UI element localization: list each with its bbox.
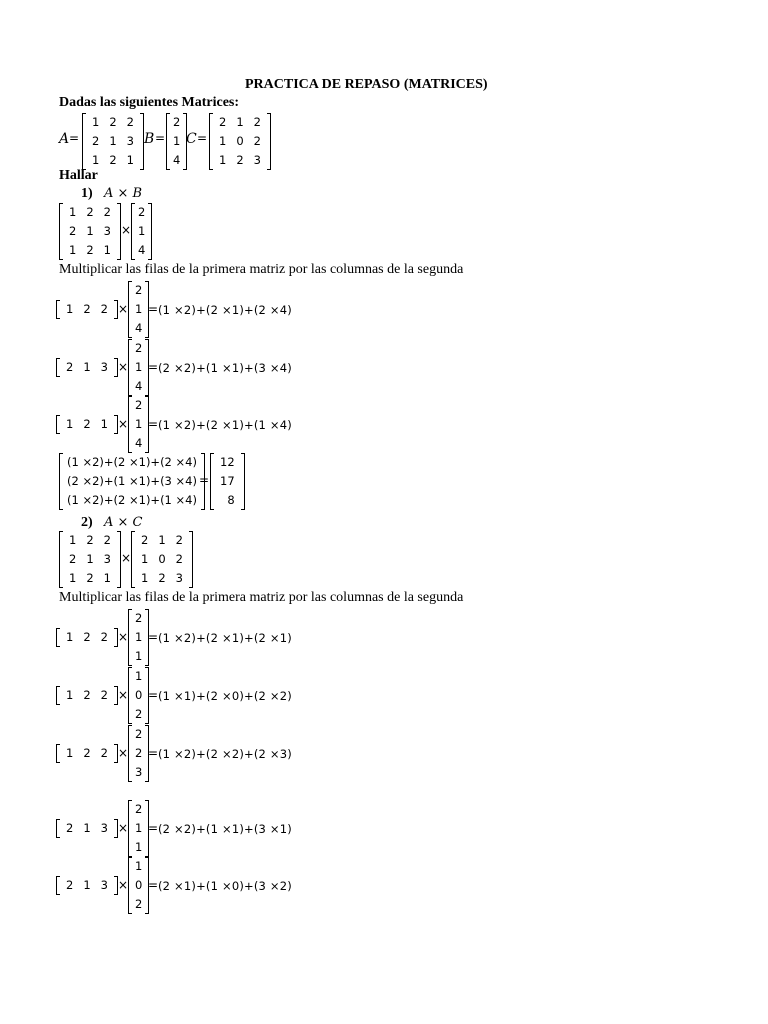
expression: (2 ×2)+(1 ×1)+(3 ×4) bbox=[67, 474, 197, 488]
row-vector bbox=[56, 415, 118, 434]
problem-expression: A × C bbox=[104, 515, 143, 530]
matrix-cell: 2 bbox=[83, 302, 91, 316]
matrix-a bbox=[82, 113, 144, 170]
matrix-cell: 2 bbox=[175, 533, 183, 547]
matrix-cell: 1 bbox=[83, 360, 91, 374]
matrix-cell: 1 bbox=[138, 224, 146, 238]
result-value: 17 bbox=[220, 474, 235, 488]
column-vector bbox=[128, 339, 149, 396]
result-value: 8 bbox=[227, 493, 235, 507]
page-title: PRACTICA DE REPASO (MATRICES) bbox=[245, 77, 488, 92]
column-vector bbox=[128, 609, 149, 666]
matrix-cell: 2 bbox=[100, 746, 108, 760]
matrix-cell: 4 bbox=[138, 243, 146, 257]
matrix-cell: 2 bbox=[158, 571, 166, 585]
cell: 1 bbox=[219, 134, 227, 148]
matrix-cell: 2 bbox=[135, 283, 143, 297]
matrix-cell: 0 bbox=[158, 552, 166, 566]
cell: 2 bbox=[253, 115, 261, 129]
step-result: (1 ×1)+(2 ×0)+(2 ×2) bbox=[158, 689, 292, 703]
matrix-cell: 3 bbox=[135, 765, 143, 779]
cell: 2 bbox=[92, 134, 100, 148]
matrix-cell: 2 bbox=[69, 552, 77, 566]
step-result: (1 ×2)+(2 ×1)+(1 ×4) bbox=[158, 418, 292, 432]
matrix-cell: 1 bbox=[135, 821, 143, 835]
matrix-cell: 2 bbox=[66, 821, 74, 835]
cell: 0 bbox=[236, 134, 244, 148]
cell: 1 bbox=[219, 153, 227, 167]
matrix-cell: 4 bbox=[135, 436, 143, 450]
equals-sign: = bbox=[148, 746, 159, 760]
matrix-cell: 4 bbox=[135, 379, 143, 393]
matrix-cell: 1 bbox=[135, 859, 143, 873]
matrix-cell: 4 bbox=[135, 321, 143, 335]
matrix-b-copy bbox=[131, 203, 152, 260]
matrix-cell: 1 bbox=[83, 878, 91, 892]
result-value: 12 bbox=[220, 455, 235, 469]
cell: 1 bbox=[126, 153, 134, 167]
matrix-b bbox=[166, 113, 187, 170]
matrix-cell: 2 bbox=[86, 205, 94, 219]
matrix-cell: 3 bbox=[100, 821, 108, 835]
row-vector bbox=[56, 628, 118, 647]
label-b: B bbox=[144, 131, 155, 147]
times-sign: × bbox=[118, 688, 129, 702]
matrix-cell: 1 bbox=[66, 630, 74, 644]
matrix-cell: 3 bbox=[103, 552, 111, 566]
step-result: (2 ×2)+(1 ×1)+(3 ×1) bbox=[158, 822, 292, 836]
matrix-cell: 2 bbox=[86, 533, 94, 547]
column-vector bbox=[128, 396, 149, 453]
matrix-cell: 2 bbox=[135, 611, 143, 625]
cell: 1 bbox=[173, 134, 181, 148]
section-heading: Hallar bbox=[59, 168, 98, 183]
matrix-cell: 1 bbox=[69, 205, 77, 219]
intro-text: Dadas las siguientes Matrices: bbox=[59, 95, 240, 110]
equals-sign: = bbox=[148, 630, 159, 644]
matrix-a-copy bbox=[59, 203, 121, 260]
step-result: (1 ×2)+(2 ×1)+(2 ×1) bbox=[158, 631, 292, 645]
matrix-cell: 1 bbox=[135, 302, 143, 316]
cell: 2 bbox=[109, 115, 117, 129]
matrix-cell: 2 bbox=[135, 727, 143, 741]
equals-sign: = bbox=[199, 473, 210, 487]
times-sign: × bbox=[118, 360, 129, 374]
equals-sign: = bbox=[155, 131, 166, 145]
matrix-cell: 2 bbox=[100, 688, 108, 702]
times-sign: × bbox=[118, 878, 129, 892]
matrix-cell: 2 bbox=[135, 802, 143, 816]
label-a: A bbox=[59, 131, 70, 147]
expression: (1 ×2)+(2 ×1)+(2 ×4) bbox=[67, 455, 197, 469]
cell: 2 bbox=[109, 153, 117, 167]
row-vector bbox=[56, 358, 118, 377]
matrix-cell: 2 bbox=[135, 398, 143, 412]
equals-sign: = bbox=[148, 878, 159, 892]
matrix-c-copy bbox=[131, 531, 193, 588]
matrix-cell: 2 bbox=[100, 302, 108, 316]
row-vector bbox=[56, 686, 118, 705]
equals-sign: = bbox=[148, 417, 159, 431]
matrix-cell: 1 bbox=[135, 417, 143, 431]
matrix-cell: 2 bbox=[135, 897, 143, 911]
matrix-cell: 2 bbox=[83, 746, 91, 760]
matrix-cell: 2 bbox=[86, 571, 94, 585]
matrix-cell: 3 bbox=[103, 224, 111, 238]
matrix-cell: 2 bbox=[83, 630, 91, 644]
step-result: (1 ×2)+(2 ×1)+(2 ×4) bbox=[158, 303, 292, 317]
times-sign: × bbox=[118, 302, 129, 316]
matrix-cell: 1 bbox=[66, 302, 74, 316]
equals-sign: = bbox=[148, 688, 159, 702]
column-vector bbox=[128, 725, 149, 782]
times-sign: × bbox=[121, 551, 132, 565]
instruction-text: Multiplicar las filas de la primera matriz por las columnas de la segunda bbox=[59, 262, 464, 277]
times-sign: × bbox=[118, 746, 129, 760]
row-vector bbox=[56, 300, 118, 319]
cell: 2 bbox=[126, 115, 134, 129]
matrix-cell: 2 bbox=[141, 533, 149, 547]
matrix-cell: 2 bbox=[135, 341, 143, 355]
equals-sign: = bbox=[148, 360, 159, 374]
cell: 2 bbox=[236, 153, 244, 167]
cell: 2 bbox=[173, 115, 181, 129]
cell: 1 bbox=[109, 134, 117, 148]
matrix-cell: 2 bbox=[135, 707, 143, 721]
cell: 2 bbox=[219, 115, 227, 129]
matrix-cell: 1 bbox=[86, 224, 94, 238]
times-sign: × bbox=[118, 417, 129, 431]
column-vector bbox=[128, 281, 149, 338]
column-vector bbox=[128, 857, 149, 914]
matrix-cell: 1 bbox=[100, 417, 108, 431]
matrix-cell: 0 bbox=[135, 688, 143, 702]
matrix-cell: 1 bbox=[135, 840, 143, 854]
expression-matrix bbox=[59, 453, 205, 510]
expression: (1 ×2)+(2 ×1)+(1 ×4) bbox=[67, 493, 197, 507]
result-matrix bbox=[210, 453, 245, 510]
equals-sign: = bbox=[197, 131, 208, 145]
matrix-cell: 1 bbox=[69, 533, 77, 547]
matrix-a-copy bbox=[59, 531, 121, 588]
matrix-cell: 1 bbox=[141, 571, 149, 585]
matrix-cell: 1 bbox=[135, 630, 143, 644]
cell: 4 bbox=[173, 153, 181, 167]
label-c: C bbox=[186, 131, 197, 147]
matrix-cell: 2 bbox=[83, 688, 91, 702]
step-result: (2 ×1)+(1 ×0)+(3 ×2) bbox=[158, 879, 292, 893]
matrix-cell: 2 bbox=[100, 630, 108, 644]
matrix-cell: 3 bbox=[175, 571, 183, 585]
cell: 2 bbox=[253, 134, 261, 148]
matrix-cell: 1 bbox=[69, 571, 77, 585]
matrix-cell: 1 bbox=[103, 571, 111, 585]
column-vector bbox=[128, 667, 149, 724]
times-sign: × bbox=[118, 821, 129, 835]
equals-sign: = bbox=[148, 821, 159, 835]
matrix-cell: 2 bbox=[135, 746, 143, 760]
cell: 1 bbox=[236, 115, 244, 129]
matrix-cell: 2 bbox=[86, 243, 94, 257]
matrix-cell: 1 bbox=[66, 688, 74, 702]
step-result: (2 ×2)+(1 ×1)+(3 ×4) bbox=[158, 361, 292, 375]
cell: 1 bbox=[92, 115, 100, 129]
times-sign: × bbox=[121, 223, 132, 237]
matrix-cell: 1 bbox=[86, 552, 94, 566]
matrix-cell: 2 bbox=[138, 205, 146, 219]
matrix-cell: 2 bbox=[66, 360, 74, 374]
cell: 1 bbox=[92, 153, 100, 167]
matrix-cell: 1 bbox=[66, 746, 74, 760]
matrix-cell: 3 bbox=[100, 878, 108, 892]
matrix-cell: 3 bbox=[100, 360, 108, 374]
matrix-cell: 1 bbox=[83, 821, 91, 835]
matrix-cell: 1 bbox=[69, 243, 77, 257]
matrix-cell: 1 bbox=[141, 552, 149, 566]
matrix-c bbox=[209, 113, 271, 170]
matrix-cell: 2 bbox=[175, 552, 183, 566]
matrix-cell: 2 bbox=[66, 878, 74, 892]
problem-number: 2) bbox=[81, 515, 93, 530]
matrix-cell: 2 bbox=[83, 417, 91, 431]
matrix-cell: 2 bbox=[103, 205, 111, 219]
cell: 3 bbox=[253, 153, 261, 167]
matrix-cell: 1 bbox=[66, 417, 74, 431]
times-sign: × bbox=[118, 630, 129, 644]
equals-sign: = bbox=[69, 131, 80, 145]
matrix-cell: 1 bbox=[158, 533, 166, 547]
row-vector bbox=[56, 819, 118, 838]
matrix-cell: 2 bbox=[103, 533, 111, 547]
matrix-cell: 2 bbox=[69, 224, 77, 238]
row-vector bbox=[56, 744, 118, 763]
equals-sign: = bbox=[148, 302, 159, 316]
instruction-text: Multiplicar las filas de la primera matriz por las columnas de la segunda bbox=[59, 590, 464, 605]
column-vector bbox=[128, 800, 149, 857]
row-vector bbox=[56, 876, 118, 895]
matrix-cell: 1 bbox=[135, 649, 143, 663]
matrix-cell: 1 bbox=[103, 243, 111, 257]
step-result: (1 ×2)+(2 ×2)+(2 ×3) bbox=[158, 747, 292, 761]
problem-expression: A × B bbox=[104, 186, 143, 201]
matrix-cell: 1 bbox=[135, 669, 143, 683]
matrix-cell: 0 bbox=[135, 878, 143, 892]
problem-number: 1) bbox=[81, 186, 93, 201]
matrix-cell: 1 bbox=[135, 360, 143, 374]
cell: 3 bbox=[126, 134, 134, 148]
